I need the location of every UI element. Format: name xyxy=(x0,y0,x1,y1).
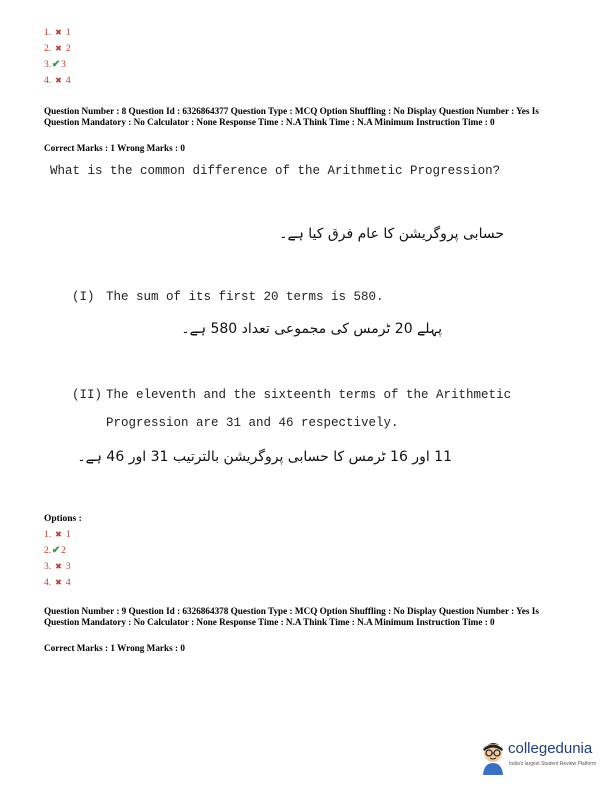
prev-option-3: 3.✔3 xyxy=(44,59,66,70)
cross-icon: ✖ xyxy=(55,530,62,539)
statement-1-urdu: پہلے 20 ٹرمس کی مجموعی تعداد 580 ہے۔ xyxy=(181,321,442,337)
q8-option-4: 4. ✖ 4 xyxy=(44,578,71,588)
logo-tagline: India's largest Student Review Platform xyxy=(509,761,597,767)
q8-question: What is the common difference of the Arithmetic Progression? xyxy=(50,164,501,178)
statement-2-line-2: Progression are 31 and 46 respectively. xyxy=(106,416,399,430)
cross-icon: ✖ xyxy=(55,28,62,37)
prev-option-4: 4. ✖ 4 xyxy=(44,76,71,86)
statement-2-urdu: 11 اور 16 ٹرمس کا حسابی پروگریشن بالترتیب 31 اور 46 ہے۔ xyxy=(77,449,452,465)
q8-meta: Question Number : 8 Question Id : 6326864377 Question Type : MCQ Option Shuffling : No Display Question Number : Yes Is Question Mandatory : No Calculator : None Response Time : N.A Think Time : N.A Minimum Instruction Time : 0 xyxy=(44,106,539,127)
logo-name: collegedunia xyxy=(508,740,593,757)
statement-1-text: The sum of its first 20 terms is 580. xyxy=(106,290,384,304)
cross-icon: ✖ xyxy=(55,578,62,587)
cross-icon: ✖ xyxy=(55,76,62,85)
q9-meta: Question Number : 9 Question Id : 6326864378 Question Type : MCQ Option Shuffling : No Display Question Number : Yes Is Question Mandatory : No Calculator : None Response Time : N.A Think Time : N.A Minimum Instruction Time : 0 xyxy=(44,606,539,627)
statement-2-label: (II) xyxy=(72,388,103,402)
check-icon: ✔ xyxy=(51,545,61,556)
q8-option-3: 3. ✖ 3 xyxy=(44,562,71,572)
collegedunia-logo xyxy=(478,738,602,778)
options-label: Options : xyxy=(44,514,82,524)
mascot-icon xyxy=(478,738,508,776)
statement-2-line-1: The eleventh and the sixteenth terms of the Arithmetic xyxy=(106,388,512,402)
cross-icon: ✖ xyxy=(55,44,62,53)
q8-question-urdu: حسابی پروگریشن کا عام فرق کیا ہے۔ xyxy=(279,226,504,242)
q8-option-2: 2.✔2 xyxy=(44,545,66,556)
check-icon: ✔ xyxy=(51,59,61,70)
prev-option-2: 2. ✖ 2 xyxy=(44,44,71,54)
q9-marks: Correct Marks : 1 Wrong Marks : 0 xyxy=(44,643,185,653)
prev-option-1: 1. ✖ 1 xyxy=(44,28,71,38)
q8-option-1: 1. ✖ 1 xyxy=(44,530,71,540)
q8-marks: Correct Marks : 1 Wrong Marks : 0 xyxy=(44,143,185,153)
cross-icon: ✖ xyxy=(55,562,62,571)
statement-1-label: (I) xyxy=(72,290,95,304)
